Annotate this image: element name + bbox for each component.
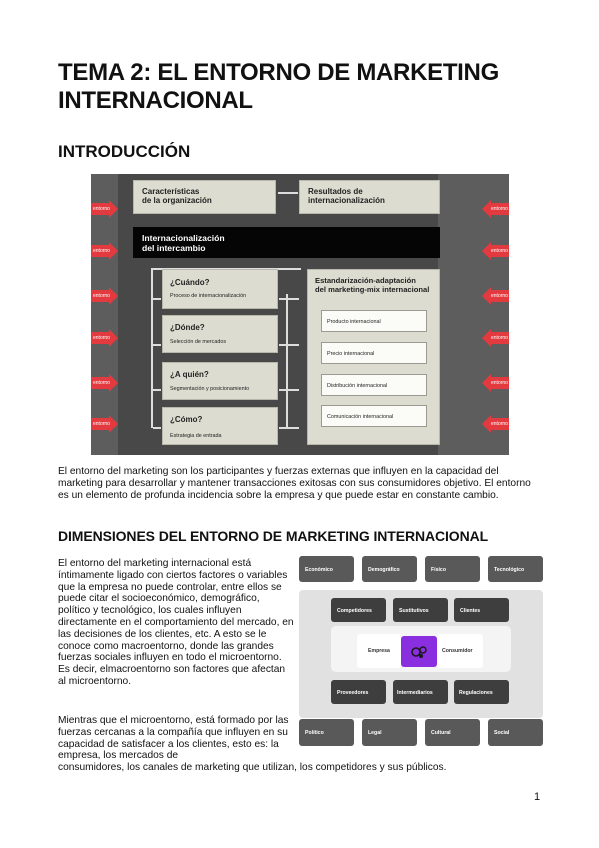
consumer-box [437, 634, 483, 668]
micro-factor-box [393, 680, 448, 704]
mix-item-label: Comunicación internacional [327, 414, 394, 420]
box-title-line: Resultados de [308, 187, 363, 196]
connector-line [279, 344, 299, 346]
macro-factor-box [299, 556, 354, 582]
box-title-line: Características [142, 187, 200, 196]
connector-line [286, 294, 288, 429]
factor-label: Legal [368, 730, 382, 736]
internationalization-band [133, 227, 440, 258]
environment-arrow-left [91, 200, 118, 218]
internationalization-results-box [299, 180, 440, 214]
question-box-como [162, 407, 278, 445]
factor-label: Político [305, 730, 324, 736]
paragraph-intro: El entorno del marketing son los participantes y fuerzas externas que influyen en la capacidad del marketing para desarrollar y mantener transacciones exitosas con sus consumidores objetivo. El entorno es un elemento de profunda incidencia sobre la empresa y que puede estar en constante cambio. [58, 466, 531, 501]
environment-arrow-right [482, 200, 509, 218]
environment-arrow-left [91, 374, 118, 392]
environment-label: entorno [93, 335, 110, 341]
factor-label: Intermediarios [397, 690, 433, 696]
mix-title-line: del marketing-mix internacional [315, 285, 430, 294]
section-heading-dimensions: DIMENSIONES DEL ENTORNO DE MARKETING INTERNACIONAL [58, 528, 489, 544]
environment-label: entorno [491, 335, 508, 341]
page-number: 1 [534, 791, 541, 803]
environment-arrow-left [91, 242, 118, 260]
factor-label: Cultural [431, 730, 451, 736]
factor-label: Social [494, 730, 510, 736]
paragraph-microentorno-continued: consumidores, los canales de marketing que utilizan, los competidores y sus públicos. [58, 762, 447, 773]
micro-factor-box [393, 598, 448, 622]
question-subtitle: Selección de mercados [170, 339, 227, 345]
micro-factor-box [331, 680, 386, 704]
environment-arrow-right [482, 242, 509, 260]
micro-factor-box [454, 598, 509, 622]
environment-label: entorno [93, 421, 110, 427]
exchange-icon [401, 636, 437, 667]
question-box-donde [162, 315, 278, 353]
macro-factor-box [299, 719, 354, 746]
connector-line [153, 298, 161, 300]
environment-label: entorno [491, 293, 508, 299]
internationalization-diagram [91, 174, 509, 455]
factor-label: Sustitutivos [399, 608, 429, 614]
micro-factor-box [331, 598, 386, 622]
box-title-line: de la organización [142, 196, 212, 205]
question-title: ¿Cuándo? [170, 278, 210, 287]
mix-item-comunicacion [321, 405, 427, 427]
mix-title-line: Estandarización-adaptación [315, 276, 416, 285]
environment-label: entorno [93, 380, 110, 386]
macro-factor-box [425, 719, 480, 746]
macro-factor-box [362, 719, 417, 746]
organization-characteristics-box [133, 180, 276, 214]
factor-label: Empresa [368, 648, 390, 654]
macro-factor-box [488, 719, 543, 746]
environment-arrow-right [482, 374, 509, 392]
micro-factor-box [454, 680, 509, 704]
paragraph-macroentorno: El entorno del marketing internacional está íntimamente ligado con ciertos factores o variables que la empresa no puede controlar, entre ellos se puede citar el socioeconómico, demográfico, político y tecnológico, los cuales influyen directamente en el comportamiento del mercado, en las decisiones de los clientes, etc. A esto se le conoce como macroentorno, donde las grandes fuerzas sociales influyen en todo el microentorno. Es decir, elmacroentorno son factores que afectan al microentorno. [58, 558, 294, 687]
mix-item-distribucion [321, 374, 427, 396]
environment-dimensions-diagram [299, 556, 543, 747]
environment-arrow-left [91, 329, 118, 347]
question-subtitle: Segmentación y posicionamiento [170, 386, 250, 392]
environment-arrow-right [482, 415, 509, 433]
band-title-line: del intercambio [142, 243, 206, 253]
connector-line [279, 389, 299, 391]
company-box [357, 634, 403, 668]
macro-factor-box [488, 556, 543, 582]
connector-line [153, 389, 161, 391]
connector-line [279, 298, 299, 300]
environment-arrow-right [482, 329, 509, 347]
connector-line [153, 427, 161, 429]
paragraph-microentorno: Mientras que el microentorno, está formado por las fuerzas cercanas a la compañía que influyen en su capacidad de satisfacer a los clientes, esto es: la empresa, los mercados de [58, 715, 289, 762]
environment-label: entorno [491, 248, 508, 254]
factor-label: Competidores [337, 608, 372, 614]
connector-line [151, 268, 153, 428]
box-title-line: internacionalización [308, 196, 385, 205]
mix-item-precio [321, 342, 427, 364]
mix-item-producto [321, 310, 427, 332]
macro-factor-box [425, 556, 480, 582]
factor-label: Regulaciones [459, 690, 493, 696]
factor-label: Físico [431, 567, 446, 573]
environment-label: entorno [491, 206, 508, 212]
environment-arrow-left [91, 415, 118, 433]
factor-label: Consumidor [442, 648, 473, 654]
factor-label: Tecnológico [494, 567, 525, 573]
question-subtitle: Estrategia de entrada [170, 433, 222, 439]
connector-line [279, 427, 299, 429]
environment-arrow-left [91, 287, 118, 305]
environment-label: entorno [93, 206, 110, 212]
environment-label: entorno [491, 380, 508, 386]
question-subtitle: Proceso de internacionalización [170, 293, 247, 299]
factor-label: Clientes [460, 608, 481, 614]
factor-label: Económico [305, 567, 333, 573]
environment-arrow-right [482, 287, 509, 305]
environment-label: entorno [93, 248, 110, 254]
question-title: ¿Cómo? [170, 415, 203, 424]
exchange-icon-box [401, 636, 437, 667]
question-title: ¿Dónde? [170, 323, 205, 332]
band-title-line: Internacionalización [142, 233, 225, 243]
environment-label: entorno [93, 293, 110, 299]
factor-label: Proveedores [337, 690, 369, 696]
question-title: ¿A quién? [170, 370, 209, 379]
section-heading-intro: INTRODUCCIÓN [58, 142, 191, 161]
macro-factor-box [362, 556, 417, 582]
marketing-mix-box [307, 269, 440, 445]
mix-item-label: Precio internacional [327, 351, 375, 357]
question-box-a-quien [162, 362, 278, 400]
question-box-cuando [162, 269, 278, 309]
mix-item-label: Distribución internacional [327, 383, 388, 389]
mix-item-label: Producto internacional [327, 319, 381, 325]
environment-label: entorno [491, 421, 508, 427]
page-title: TEMA 2: EL ENTORNO DE MARKETING INTERNACIONAL [58, 59, 499, 114]
connector-line [278, 192, 298, 194]
connector-line [153, 344, 161, 346]
factor-label: Demográfico [368, 567, 400, 573]
